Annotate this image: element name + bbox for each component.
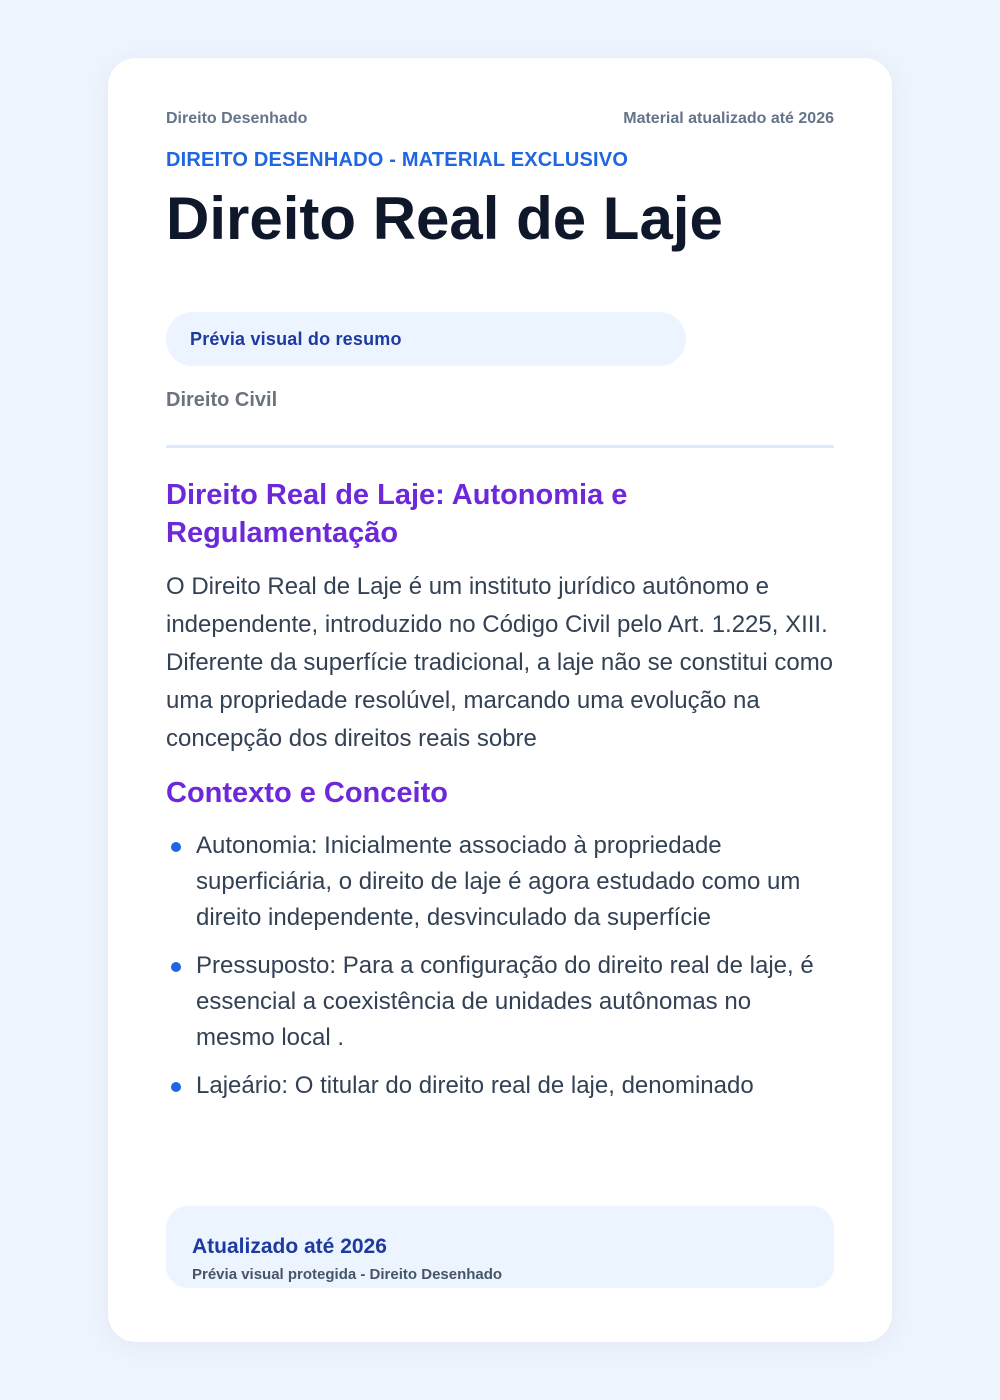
preview-pill (166, 312, 686, 366)
top-bar (166, 110, 834, 130)
brand-label: Direito Desenhado (166, 110, 308, 127)
bullet-dot-icon (171, 842, 181, 852)
list-item-text: Pressuposto: Para a configuração do direito real de laje, é essencial a coexistência de unidades autônomas no mesmo local . (196, 952, 814, 1051)
bullet-list (166, 828, 834, 1116)
updated-label: Material atualizado até 2026 (623, 110, 834, 127)
list-item-text: Autonomia: Inicialmente associado à propriedade superficiária, o direito de laje é agora estudado como um direito independente, desvinculado da superfície (196, 832, 801, 931)
divider (166, 445, 834, 448)
document-card (108, 58, 892, 1342)
bullet-dot-icon (171, 1082, 181, 1092)
preview-pill-label: Prévia visual do resumo (190, 329, 402, 349)
kicker-label: DIREITO DESENHADO - MATERIAL EXCLUSIVO (166, 149, 629, 171)
section-heading-main: Direito Real de Laje: Autonomia e Regulamentação (166, 479, 628, 549)
card-content (166, 58, 834, 1342)
footer-subtitle: Prévia visual protegida - Direito Desenhado (192, 1266, 503, 1283)
footer-box (166, 1206, 834, 1288)
section-heading-context: Contexto e Conceito (166, 777, 448, 809)
list-item (166, 948, 834, 1056)
list-item (166, 1068, 834, 1104)
page-title: Direito Real de Laje (166, 185, 723, 252)
list-item (166, 828, 834, 936)
section-paragraph: O Direito Real de Laje é um instituto jurídico autônomo e independente, introduzido no Código Civil pelo Art. 1.225, XIII. Diferente da superfície tradicional, a laje não se constitui como uma propriedade resolúvel, marcando uma evolução na concepção dos direitos reais sobre (166, 573, 834, 752)
list-item-text: Lajeário: O titular do direito real de laje, denominado (196, 1072, 754, 1099)
footer-title: Atualizado até 2026 (192, 1235, 387, 1258)
bullet-dot-icon (171, 962, 181, 972)
category-label: Direito Civil (166, 389, 278, 411)
